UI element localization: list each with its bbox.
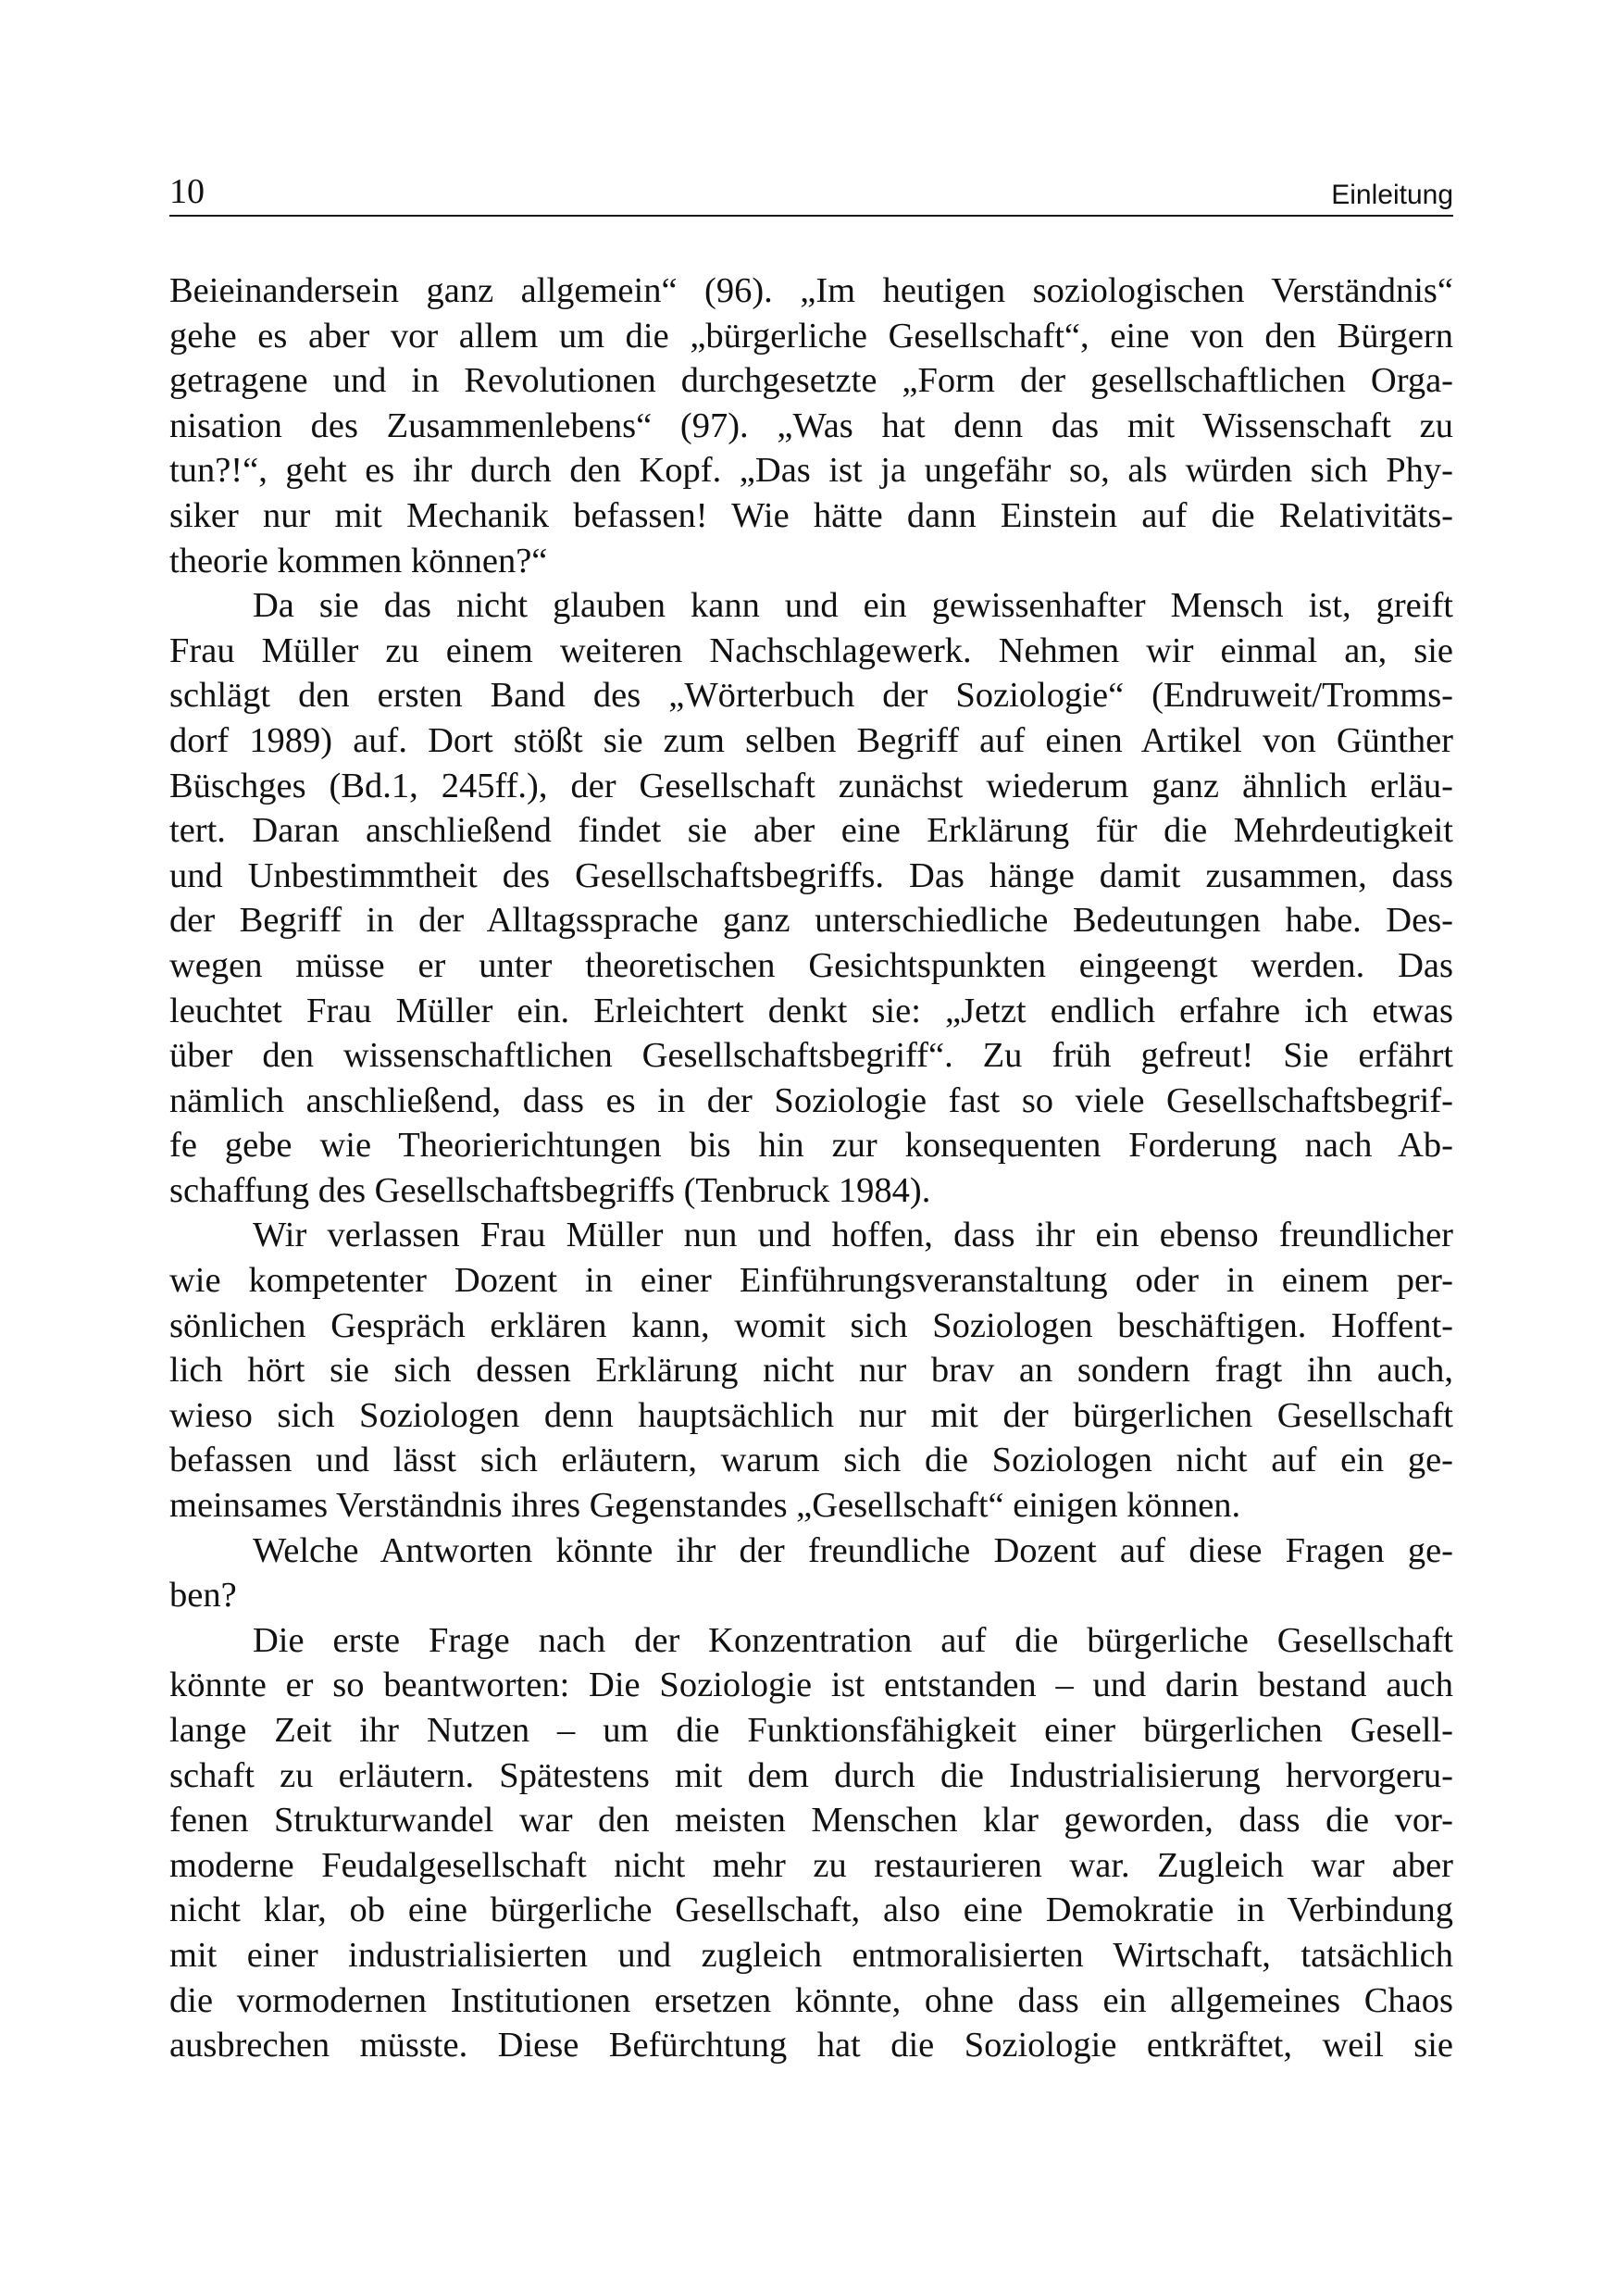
page-number: 10 [169, 172, 205, 211]
text-line: befassen und lässt sich erläutern, warum sich die Soziologen nicht auf ein ge- [169, 1441, 1453, 1480]
text-line: wegen müsse er unter theoretischen Gesichtspunkten eingeengt werden. Das [169, 945, 1453, 985]
text-line: nämlich anschließend, dass es in der Soziologie fast so viele Gesellschaftsbegrif- [169, 1080, 1453, 1120]
body-text [169, 268, 1453, 2068]
text-line: wieso sich Soziologen denn hauptsächlich nur mit der bürgerlichen Gesellschaft [169, 1395, 1453, 1435]
text-line: ben? [169, 1576, 237, 1616]
text-line: nisation des Zusammenlebens“ (97). „Was hat denn das mit Wissenschaft zu [169, 406, 1453, 445]
text-line: dorf 1989) auf. Dort stößt sie zum selben Begriff auf einen Artikel von Günther [169, 720, 1453, 760]
text-line: lange Zeit ihr Nutzen – um die Funktionsfähigkeit einer bürgerlichen Gesell- [169, 1711, 1453, 1750]
text-line: mit einer industrialisierten und zugleich entmoralisierten Wirtschaft, tatsächlich [169, 1935, 1453, 1975]
text-line: der Begriff in der Alltagssprache ganz unterschiedliche Bedeutungen habe. Des- [169, 901, 1453, 941]
text-line: könnte er so beantworten: Die Soziologie ist entstanden – und darin bestand auch [169, 1666, 1453, 1705]
text-line: fe gebe wie Theorierichtungen bis hin zur konsequenten Forderung nach Ab- [169, 1126, 1453, 1166]
text-line: die vormodernen Institutionen ersetzen könnte, ohne dass ein allgemeines Chaos [169, 1980, 1453, 2020]
text-line: Welche Antworten könnte ihr der freundliche Dozent auf diese Fragen ge- [253, 1530, 1453, 1570]
text-line: tun?!“, geht es ihr durch den Kopf. „Das ist ja ungefähr so, als würden sich Phy- [169, 451, 1453, 491]
text-line: getragene und in Revolutionen durchgesetzte „Form der gesellschaftlichen Orga- [169, 361, 1453, 401]
text-line: schaft zu erläutern. Spätestens mit dem durch die Industrialisierung hervorgeru- [169, 1755, 1453, 1795]
text-line: Frau Müller zu einem weiteren Nachschlagewerk. Nehmen wir einmal an, sie [169, 630, 1453, 670]
text-line: ausbrechen müsste. Diese Befürchtung hat die Soziologie entkräftet, weil sie [169, 2026, 1453, 2065]
page-header [169, 167, 1453, 217]
paragraph [169, 1618, 1453, 2068]
text-line: schlägt den ersten Band des „Wörterbuch der Soziologie“ (Endruweit/Tromms- [169, 676, 1453, 716]
text-line: Da sie das nicht glauben kann und ein gewissenhafter Mensch ist, greift [253, 586, 1453, 626]
text-line: sönlichen Gespräch erklären kann, womit sich Soziologen beschäftigen. Hoffent- [169, 1305, 1453, 1345]
paragraph [169, 583, 1453, 1213]
text-line: siker nur mit Mechanik befassen! Wie hätte dann Einstein auf die Relativitäts- [169, 495, 1453, 535]
text-line: und Unbestimmtheit des Gesellschaftsbegriffs. Das hänge damit zusammen, dass [169, 855, 1453, 895]
text-line: Beieinandersein ganz allgemein“ (96). „Im heutigen soziologischen Verständnis“ [169, 271, 1453, 310]
text-line: schaffung des Gesellschaftsbegriffs (Tenbruck 1984). [169, 1170, 931, 1210]
paragraph [169, 1213, 1453, 1528]
text-line: fenen Strukturwandel war den meisten Menschen klar geworden, dass die vor- [169, 1801, 1453, 1841]
text-line: meinsames Verständnis ihres Gegenstandes „Gesellschaft“ einigen können. [169, 1486, 1241, 1526]
text-line: über den wissenschaftlichen Gesellschaftsbegriff“. Zu früh gefreut! Sie erfährt [169, 1036, 1453, 1076]
text-line: theorie kommen können?“ [169, 541, 548, 580]
paragraph [169, 1529, 1453, 1618]
text-line: wie kompetenter Dozent in einer Einführungsveranstaltung oder in einem per- [169, 1261, 1453, 1301]
text-line: Wir verlassen Frau Müller nun und hoffen, dass ihr ein ebenso freundlicher [253, 1216, 1453, 1255]
text-line: tert. Daran anschließend findet sie aber eine Erklärung für die Mehrdeutigkeit [169, 811, 1453, 851]
running-head: Einleitung [1331, 180, 1453, 210]
text-line: leuchtet Frau Müller ein. Erleichtert denkt sie: „Jetzt endlich erfahre ich etwas [169, 991, 1453, 1030]
text-line: Büschges (Bd.1, 245ff.), der Gesellschaft zunächst wiederum ganz ähnlich erläu- [169, 766, 1453, 805]
text-line: Die erste Frage nach der Konzentration auf die bürgerliche Gesellschaft [253, 1620, 1453, 1660]
text-line: moderne Feudalgesellschaft nicht mehr zu restaurieren war. Zugleich war aber [169, 1845, 1453, 1885]
paragraph [169, 268, 1453, 583]
text-line: nicht klar, ob eine bürgerliche Gesellschaft, also eine Demokratie in Verbindung [169, 1890, 1453, 1930]
text-line: lich hört sie sich dessen Erklärung nicht nur brav an sondern fragt ihn auch, [169, 1351, 1453, 1391]
text-line: gehe es aber vor allem um die „bürgerliche Gesellschaft“, eine von den Bürgern [169, 316, 1453, 356]
